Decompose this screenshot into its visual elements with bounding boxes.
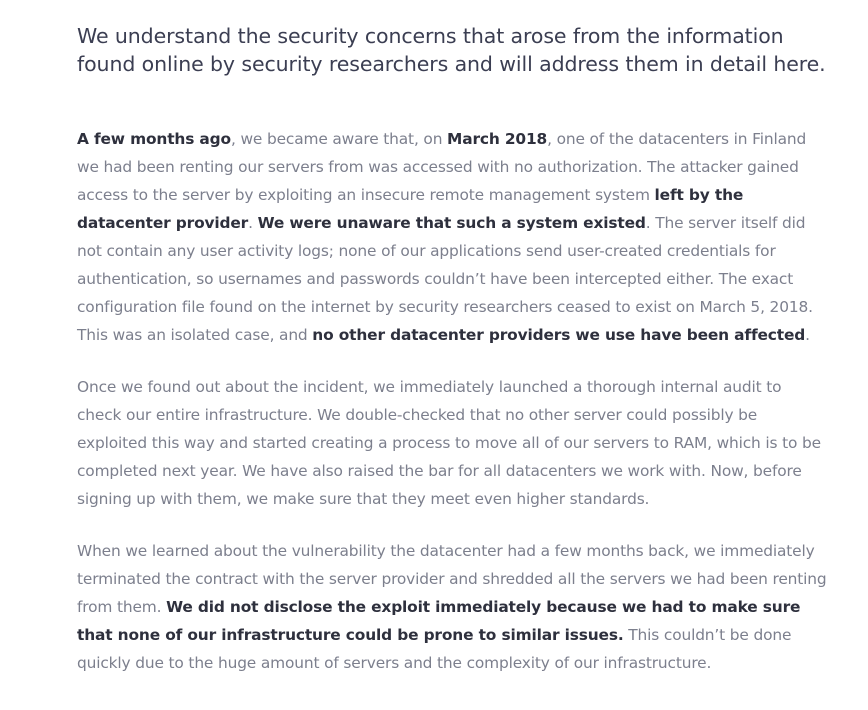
paragraph-disclosure — [77, 537, 827, 677]
text: . — [248, 214, 258, 232]
bold-text: We were unaware that such a system existed — [257, 214, 646, 232]
bold-text: no other datacenter providers we use have been affected — [312, 326, 806, 344]
text: , we became aware that, on — [230, 130, 448, 148]
paragraph-audit: Once we found out about the incident, we immediately launched a thorough internal audit to check our entire infrastructure. We double-checked that no other server could possibly be exploited this way and started creating a process to move all of our servers to RAM, which is to be completed next year. We have also raised the bar for all datacenters we work with. Now, before signing up with them, we make sure that they meet even higher standards. — [77, 378, 821, 508]
text: This couldn’t be done quickly due to the huge amount of servers and the complexity of our infrastructure. — [77, 626, 792, 672]
article-heading: We understand the security concerns that arose from the information found online by security researchers and will address them in detail here. — [77, 24, 826, 76]
text: When we learned about the vulnerability the datacenter had a few months back, we immediately terminated the contract with the server provider and shredded all the servers we had been renting from them. — [77, 542, 827, 616]
bold-text: left by the datacenter provider — [77, 186, 744, 232]
article-content — [77, 22, 827, 677]
text: . The server itself did not contain any user activity logs; none of our applications send user-created credentials for authentication, so usernames and passwords couldn’t have been intercepted either. The exact configuration file found on the internet by security researchers ceased to exist on March 5, 2018. This was an isolated case, and — [77, 214, 813, 344]
bold-text: We did not disclose the exploit immediately because we had to make sure that none of our infrastructure could be prone to similar issues. — [77, 598, 801, 644]
text: . — [805, 326, 810, 344]
paragraph-incident — [77, 125, 827, 349]
text: , one of the datacenters in Finland we had been renting our servers from was accessed with no authorization. The attacker gained access to the server by exploiting an insecure remote management system — [77, 130, 807, 204]
bold-text: A few months ago — [77, 130, 231, 148]
bold-text: March 2018 — [447, 130, 548, 148]
